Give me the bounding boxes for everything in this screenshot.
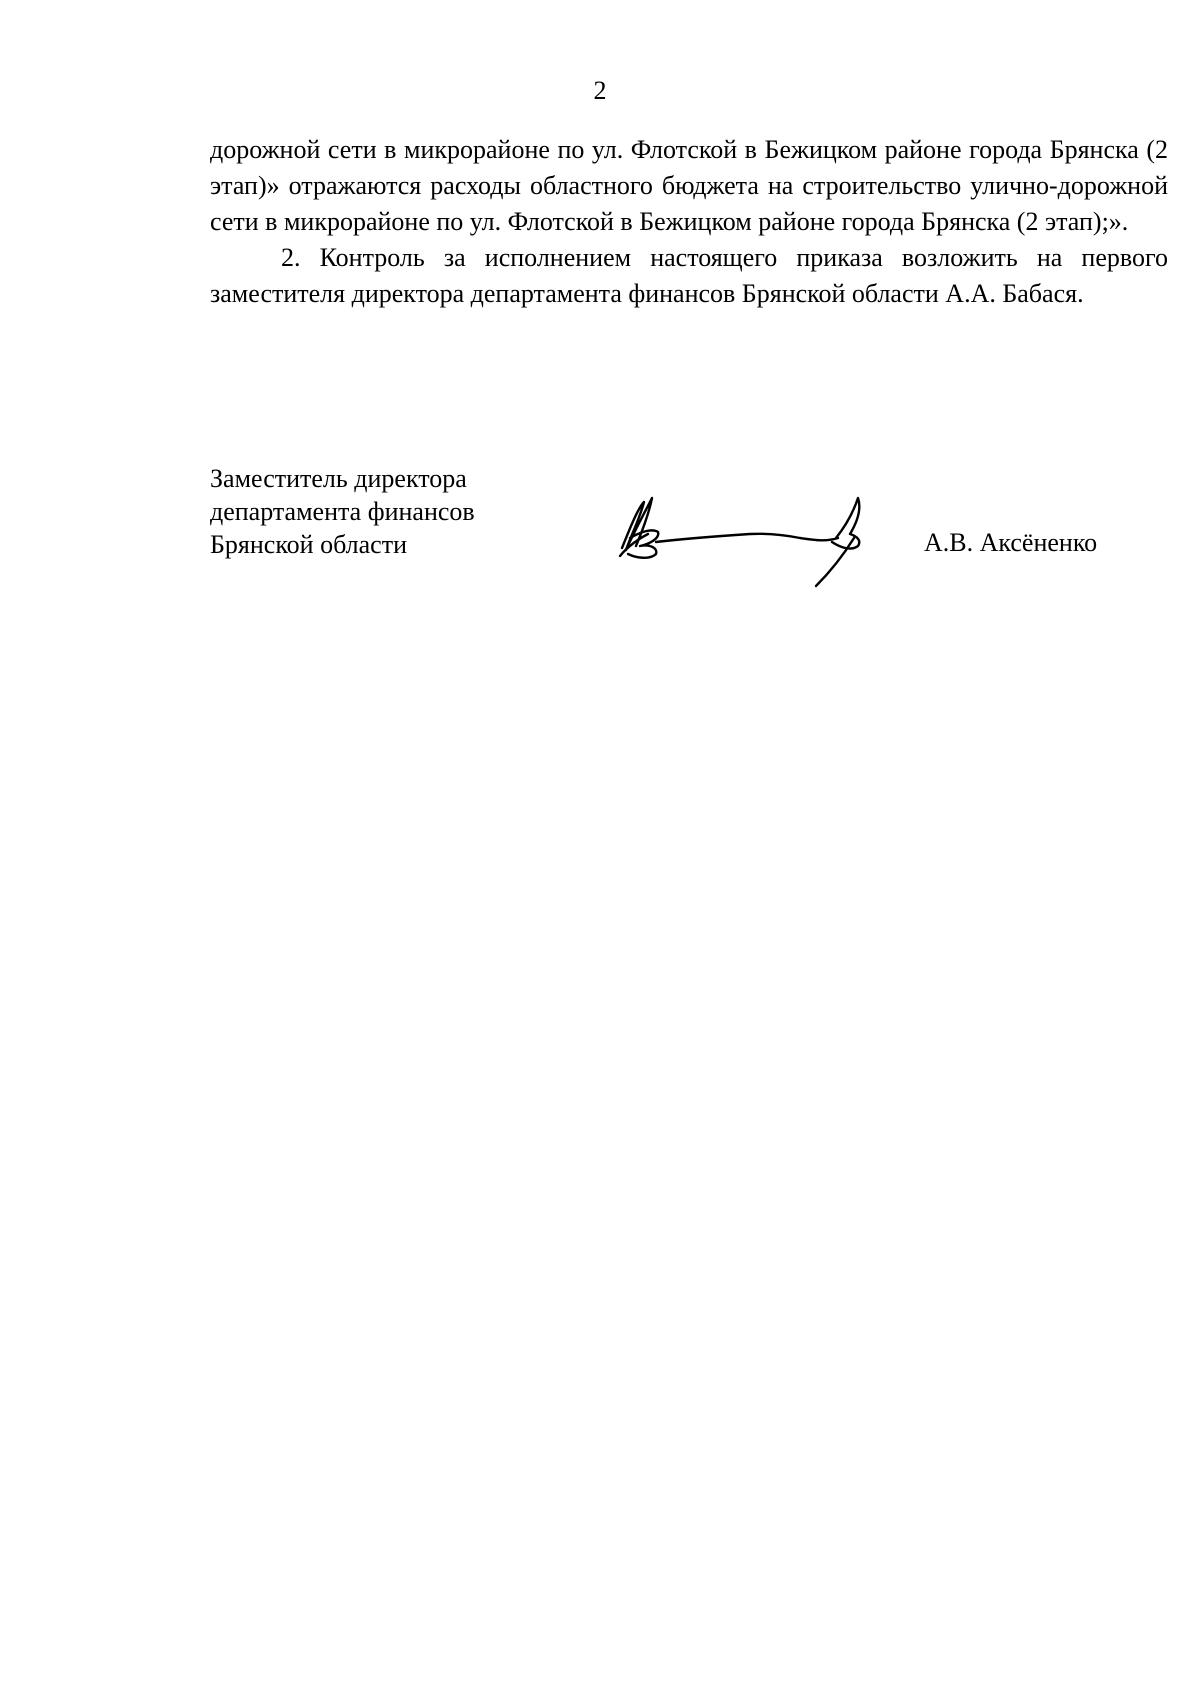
paragraph-continuation: дорожной сети в микрорайоне по ул. Флотской в Бежицком районе города Брянска (2 этап)» отражаются расходы областного бюджета на строительство улично-дорожной сети в микрорайоне по ул. Флотской в Бежицком районе города Брянска (2 этап);».	[210, 135, 1168, 236]
position-line: Заместитель директора	[210, 464, 467, 493]
position-line: департамента финансов	[210, 497, 475, 526]
signatory-name: А.В. Аксёненко	[924, 528, 1098, 557]
signatory-position	[210, 462, 475, 561]
document-body	[210, 132, 1168, 312]
paragraph-item-2: 2. Контроль за исполнением настоящего приказа возложить на первого заместителя директора департамента финансов Брянской области А.А. Бабася.	[210, 243, 1168, 308]
handwritten-signature	[600, 488, 900, 588]
page-number: 2	[593, 76, 607, 105]
position-line: Брянской области	[210, 530, 407, 559]
